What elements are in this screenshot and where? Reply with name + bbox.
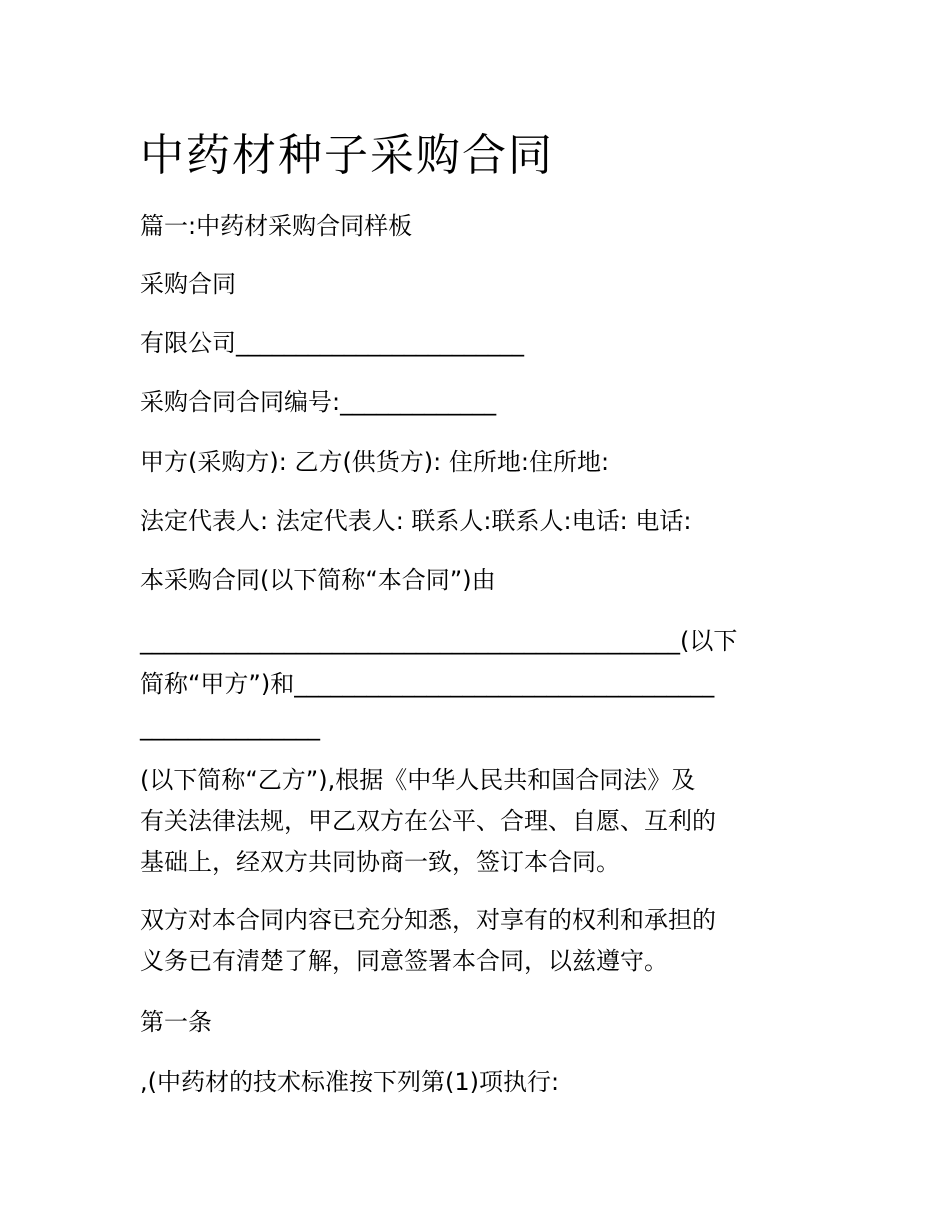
basis-line: 有关法律法规，甲乙双方在公平、合理、自愿、互利的	[140, 807, 716, 835]
acknowledgement-line: 义务已有清楚了解，同意签署本合同，以兹遵守。	[140, 947, 668, 975]
blank-party-line: 简称“甲方”)和___________________________________	[140, 670, 715, 698]
contract-label: 采购合同	[140, 270, 236, 298]
blank-party-line: _____________________________________________(以下	[140, 627, 738, 655]
basis-paragraph	[140, 760, 800, 883]
basis-line: (以下简称“乙方”),根据《中华人民共和国合同法》及	[140, 766, 696, 794]
article-heading: 第一条	[140, 1008, 212, 1036]
section-heading: 篇一:中药材采购合同样板	[140, 212, 413, 240]
intro-line: 本采购合同(以下简称“本合同”)由	[140, 566, 496, 594]
blank-party-line: _______________	[140, 713, 320, 741]
article-text: ,(中药材的技术标准按下列第(1)项执行:	[140, 1068, 560, 1096]
acknowledgement-paragraph	[140, 900, 800, 982]
representatives-line: 法定代表人: 法定代表人: 联系人:联系人:电话: 电话:	[140, 507, 692, 535]
basis-line: 基础上，经双方共同协商一致，签订本合同。	[140, 848, 620, 876]
contract-number-line: 采购合同合同编号:_____________	[140, 388, 497, 416]
parties-line: 甲方(采购方): 乙方(供货方): 住所地:住所地:	[140, 448, 610, 476]
acknowledgement-line: 双方对本合同内容已充分知悉，对享有的权利和承担的	[140, 906, 716, 934]
document-title: 中药材种子采购合同	[140, 130, 554, 181]
blank-party-paragraph	[140, 620, 800, 749]
company-line: 有限公司________________________	[140, 329, 524, 357]
